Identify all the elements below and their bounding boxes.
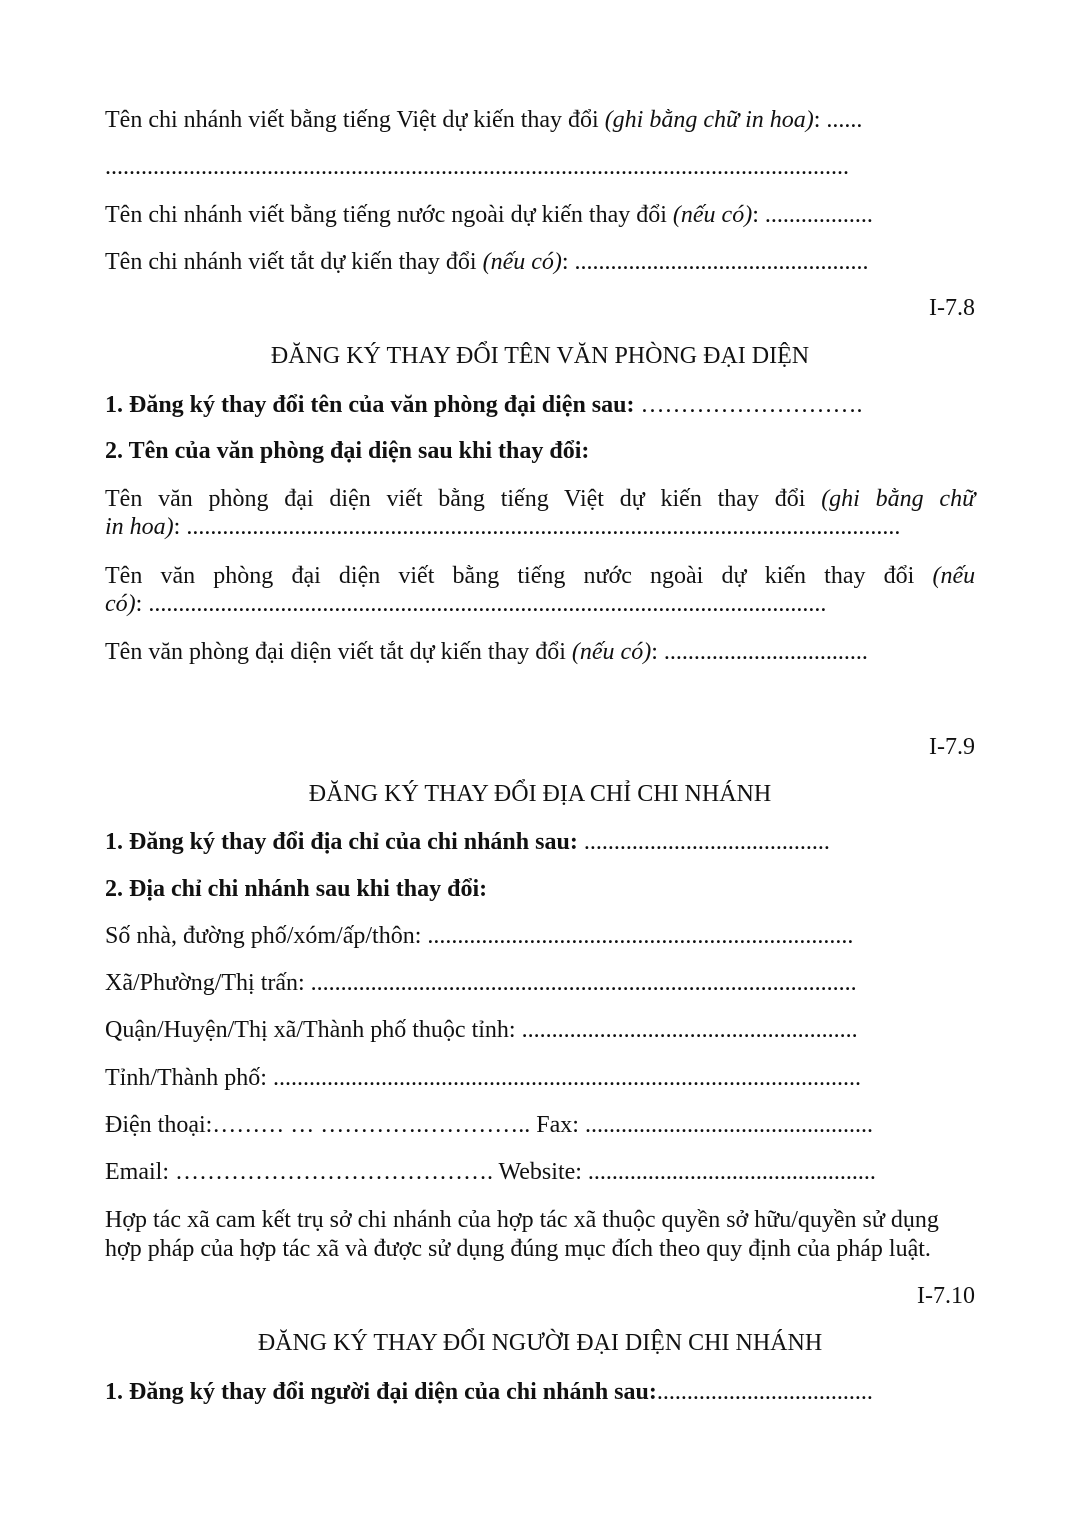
section-code-i-7-10: I-7.10 <box>917 1283 975 1309</box>
representative-item1-label: 1. Đăng ký thay đổi người đại diện của chi nhánh sau: <box>105 1379 657 1405</box>
representative-item1-fill: .................................... <box>656 1379 873 1405</box>
office-short-name-note: (nếu có) <box>571 639 652 665</box>
office-foreign-name-note: có) <box>105 591 136 617</box>
address-item1-line <box>105 828 830 856</box>
branch-short-name-fill: : ................................................. <box>561 249 869 275</box>
address-email-website-line: Email: …………………………………. Website: ................................................ <box>105 1159 876 1185</box>
branch-vn-name-label: Tên chi nhánh viết bằng tiếng Việt dự kiến thay đổi <box>105 107 605 133</box>
office-vn-name-line1: Tên văn phòng đại diện viết bằng tiếng Việt dự kiến thay đổi (ghi bằng chữ <box>105 486 976 512</box>
office-short-name-line <box>105 638 868 666</box>
address-item1-fill: ......................................... <box>577 829 830 855</box>
office-foreign-name-fill: : ................................................................................................................. <box>135 591 827 617</box>
office-foreign-name-line1: Tên văn phòng đại diện viết bằng tiếng nước ngoài dự kiến thay đổi (nếu <box>105 563 976 589</box>
address-province-line: Tỉnh/Thành phố: .................................................................................................. <box>105 1065 861 1091</box>
branch-vn-name-note: (ghi bằng chữ in hoa) <box>604 107 814 133</box>
office-vn-name-note: in hoa) <box>105 514 174 540</box>
branch-short-name-note: (nếu có) <box>482 249 562 275</box>
branch-foreign-name-note: (nếu có) <box>672 202 753 228</box>
representative-item1-line <box>105 1378 873 1406</box>
office-item1-fill: ………………………. <box>634 392 863 418</box>
branch-foreign-name-line <box>105 201 873 229</box>
office-item1-label: 1. Đăng ký thay đổi tên của văn phòng đại diện sau: <box>105 392 635 418</box>
branch-short-name-label: Tên chi nhánh viết tắt dự kiến thay đổi <box>105 249 483 275</box>
branch-vn-name-fill: : ...... <box>813 107 863 133</box>
office-short-name-label: Tên văn phòng đại diện viết tắt dự kiến thay đổi <box>105 639 572 665</box>
section-title-i-7-8: ĐĂNG KÝ THAY ĐỔI TÊN VĂN PHÒNG ĐẠI DIỆN <box>270 343 810 369</box>
commitment-line-2: hợp pháp của hợp tác xã và được sử dụng đúng mục đích theo quy định của pháp luật. <box>105 1236 931 1262</box>
address-item1-label: 1. Đăng ký thay đổi địa chỉ của chi nhánh sau: <box>105 829 578 855</box>
branch-vn-name-line <box>105 106 862 134</box>
office-item2-label: 2. Tên của văn phòng đại diện sau khi thay đổi: <box>105 438 590 464</box>
office-vn-name-fill: : ....................................................................................................................... <box>173 514 901 540</box>
office-vn-name-line2 <box>105 513 900 541</box>
office-foreign-name-line2 <box>105 590 826 618</box>
section-title-i-7-9: ĐĂNG KÝ THAY ĐỔI ĐỊA CHỈ CHI NHÁNH <box>308 781 772 807</box>
address-street-line: Số nhà, đường phố/xóm/ấp/thôn: ....................................................................... <box>105 923 854 949</box>
branch-foreign-name-label: Tên chi nhánh viết bằng tiếng nước ngoài dự kiến thay đổi <box>105 202 673 228</box>
branch-short-name-line <box>105 248 869 276</box>
section-title-i-7-10: ĐĂNG KÝ THAY ĐỔI NGƯỜI ĐẠI DIỆN CHI NHÁNH <box>257 1330 823 1356</box>
section-code-i-7-8: I-7.8 <box>929 295 975 321</box>
commitment-line-1: Hợp tác xã cam kết trụ sở chi nhánh của hợp tác xã thuộc quyền sở hữu/quyền sử dụng <box>105 1207 939 1233</box>
address-phone-fax-line: Điện thoại:……… … ………….………….. Fax: ................................................ <box>105 1112 873 1138</box>
section-code-i-7-9: I-7.9 <box>929 734 975 760</box>
branch-foreign-name-fill: : .................. <box>752 202 873 228</box>
address-ward-line: Xã/Phường/Thị trấn: ........................................................................................... <box>105 970 857 996</box>
address-district-line: Quận/Huyện/Thị xã/Thành phố thuộc tỉnh: ........................................................ <box>105 1017 858 1043</box>
office-short-name-fill: : .................................. <box>651 639 868 665</box>
address-item2-label: 2. Địa chỉ chi nhánh sau khi thay đổi: <box>105 876 488 902</box>
office-item1-line <box>105 391 862 419</box>
branch-vn-name-fill-line: ............................................................................................................................ <box>105 154 849 180</box>
